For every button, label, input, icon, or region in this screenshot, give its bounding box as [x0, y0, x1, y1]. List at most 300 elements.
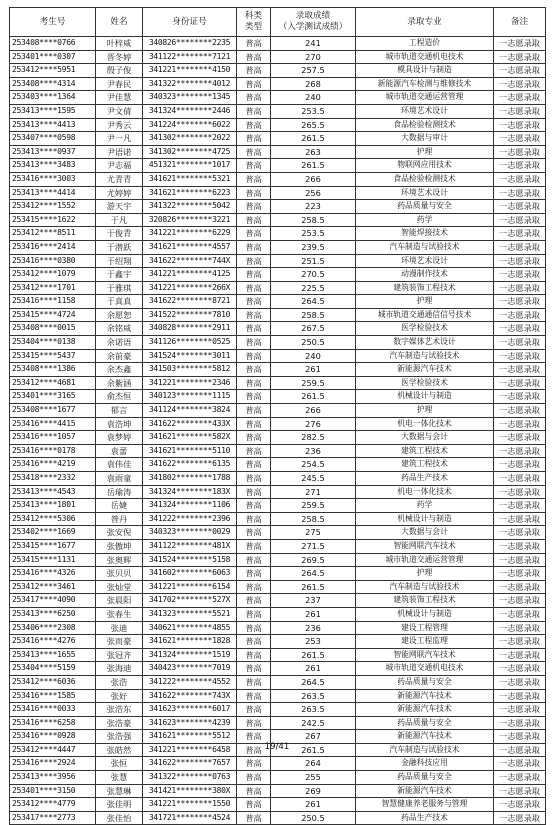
header-card: 身份证号	[143, 8, 237, 37]
cell-card: 341421********380X	[143, 784, 237, 798]
cell-major: 新能源汽车技术	[356, 363, 494, 377]
cell-type: 普高	[237, 743, 271, 757]
cell-major: 建设工程监理	[356, 635, 494, 649]
cell-major: 建筑装饰工程技术	[356, 594, 494, 608]
cell-card: 341324********1106	[143, 499, 237, 513]
table-row	[10, 104, 546, 118]
cell-id: 253412****4447	[10, 743, 96, 757]
cell-score: 253.5	[271, 227, 356, 241]
cell-card: 341224********6022	[143, 118, 237, 132]
cell-major: 大数据与会计	[356, 526, 494, 540]
cell-name: 袁伟佳	[96, 458, 143, 472]
cell-type: 普高	[237, 580, 271, 594]
cell-major: 模具设计与制造	[356, 64, 494, 78]
cell-id: 253416****2924	[10, 757, 96, 771]
cell-type: 普高	[237, 186, 271, 200]
cell-card: 341222********4552	[143, 675, 237, 689]
cell-type: 普高	[237, 675, 271, 689]
cell-type: 普高	[237, 567, 271, 581]
cell-name: 张恒	[96, 757, 143, 771]
cell-score: 261.5	[271, 580, 356, 594]
cell-note: 一志愿录取	[494, 757, 546, 771]
table-row	[10, 757, 546, 771]
cell-type: 普高	[237, 390, 271, 404]
cell-id: 253412****5951	[10, 64, 96, 78]
cell-type: 普高	[237, 132, 271, 146]
cell-id: 253416****3003	[10, 172, 96, 186]
cell-name: 余紫涵	[96, 376, 143, 390]
cell-card: 341122********481X	[143, 539, 237, 553]
cell-name: 于绍翔	[96, 254, 143, 268]
cell-id: 253413****3956	[10, 771, 96, 785]
header-note: 备注	[494, 8, 546, 37]
cell-note: 一志愿录取	[494, 91, 546, 105]
cell-score: 261	[271, 798, 356, 812]
cell-type: 普高	[237, 703, 271, 717]
cell-score: 265.5	[271, 118, 356, 132]
cell-id: 253401****0307	[10, 50, 96, 64]
cell-major: 城市轨道交通机电技术	[356, 662, 494, 676]
cell-id: 253416****1057	[10, 431, 96, 445]
cell-card: 451321********1017	[143, 159, 237, 173]
cell-card: 341702********527X	[143, 594, 237, 608]
table-row	[10, 621, 546, 635]
cell-score: 261.5	[271, 743, 356, 757]
cell-note: 一志愿录取	[494, 50, 546, 64]
cell-type: 普高	[237, 91, 271, 105]
cell-note: 一志愿录取	[494, 281, 546, 295]
cell-major: 汽车制造与试验技术	[356, 743, 494, 757]
table-row	[10, 553, 546, 567]
cell-type: 普高	[237, 349, 271, 363]
cell-note: 一志愿录取	[494, 784, 546, 798]
cell-type: 普高	[237, 539, 271, 553]
cell-note: 一志愿录取	[494, 227, 546, 241]
cell-name: 尹志福	[96, 159, 143, 173]
cell-name: 张浩东	[96, 703, 143, 717]
cell-card: 341221********2346	[143, 376, 237, 390]
cell-major: 药品质量与安全	[356, 771, 494, 785]
cell-note: 一志愿录取	[494, 594, 546, 608]
cell-note: 一志愿录取	[494, 444, 546, 458]
cell-type: 普高	[237, 322, 271, 336]
cell-major: 药品质量与安全	[356, 716, 494, 730]
cell-id: 253408****0015	[10, 322, 96, 336]
cell-card: 341322********4012	[143, 77, 237, 91]
cell-major: 药品生产技术	[356, 811, 494, 825]
cell-major: 智能网联汽车技术	[356, 648, 494, 662]
cell-name: 张好	[96, 689, 143, 703]
table-row	[10, 485, 546, 499]
cell-type: 普高	[237, 295, 271, 309]
cell-note: 一志愿录取	[494, 295, 546, 309]
cell-card: 341622********7657	[143, 757, 237, 771]
cell-name: 岳婕	[96, 499, 143, 513]
cell-major: 智能网联汽车技术	[356, 539, 494, 553]
cell-major: 机械设计与制造	[356, 512, 494, 526]
cell-name: 张晨阳	[96, 594, 143, 608]
cell-name: 张慧琳	[96, 784, 143, 798]
admission-table	[9, 7, 546, 825]
cell-note: 一志愿录取	[494, 132, 546, 146]
cell-note: 一志愿录取	[494, 458, 546, 472]
table-row	[10, 240, 546, 254]
cell-note: 一志愿录取	[494, 703, 546, 717]
cell-name: 张慧	[96, 771, 143, 785]
header-major: 录取专业	[356, 8, 494, 37]
cell-id: 253412****1701	[10, 281, 96, 295]
cell-score: 255	[271, 771, 356, 785]
table-row	[10, 186, 546, 200]
table-row	[10, 526, 546, 540]
table-row	[10, 254, 546, 268]
cell-score: 276	[271, 417, 356, 431]
cell-note: 一志愿录取	[494, 417, 546, 431]
cell-score: 250.5	[271, 811, 356, 825]
cell-score: 261	[271, 607, 356, 621]
cell-note: 一志愿录取	[494, 431, 546, 445]
table-row	[10, 404, 546, 418]
cell-name: 张冠齐	[96, 648, 143, 662]
cell-note: 一志愿录取	[494, 689, 546, 703]
cell-id: 253416****4415	[10, 417, 96, 431]
cell-card: 341221********6458	[143, 743, 237, 757]
cell-major: 建筑装饰工程技术	[356, 281, 494, 295]
cell-type: 普高	[237, 635, 271, 649]
table-row	[10, 91, 546, 105]
table-row	[10, 784, 546, 798]
cell-type: 普高	[237, 526, 271, 540]
cell-id: 253416****0033	[10, 703, 96, 717]
cell-card: 320826********3221	[143, 213, 237, 227]
cell-id: 253412****1552	[10, 200, 96, 214]
cell-score: 257.5	[271, 64, 356, 78]
cell-id: 253412****4779	[10, 798, 96, 812]
cell-id: 253408****0766	[10, 37, 96, 51]
cell-score: 239.5	[271, 240, 356, 254]
cell-name: 于鑫宇	[96, 268, 143, 282]
cell-note: 一志愿录取	[494, 159, 546, 173]
cell-note: 一志愿录取	[494, 308, 546, 322]
cell-id: 253415****4724	[10, 308, 96, 322]
cell-id: 253417****2773	[10, 811, 96, 825]
cell-card: 341124********3824	[143, 404, 237, 418]
cell-type: 普高	[237, 336, 271, 350]
cell-name: 尹秀云	[96, 118, 143, 132]
cell-score: 261.5	[271, 159, 356, 173]
cell-id: 253412****3461	[10, 580, 96, 594]
table-row	[10, 512, 546, 526]
cell-type: 普高	[237, 104, 271, 118]
cell-major: 大数据与审计	[356, 132, 494, 146]
cell-type: 普高	[237, 757, 271, 771]
table-row	[10, 77, 546, 91]
cell-score: 269.5	[271, 553, 356, 567]
cell-card: 341322********0763	[143, 771, 237, 785]
cell-card: 341221********6154	[143, 580, 237, 594]
cell-card: 341302********4725	[143, 145, 237, 159]
cell-type: 普高	[237, 213, 271, 227]
cell-note: 一志愿录取	[494, 104, 546, 118]
cell-id: 253407****0598	[10, 132, 96, 146]
cell-major: 汽车制造与试验技术	[356, 240, 494, 254]
cell-note: 一志愿录取	[494, 485, 546, 499]
table-row	[10, 580, 546, 594]
cell-card: 341621********5110	[143, 444, 237, 458]
cell-id: 253413****1655	[10, 648, 96, 662]
cell-major: 环境艺术设计	[356, 104, 494, 118]
cell-card: 341602********6063	[143, 567, 237, 581]
cell-major: 新能源汽车技术	[356, 784, 494, 798]
cell-score: 259.5	[271, 499, 356, 513]
cell-name: 余前豪	[96, 349, 143, 363]
cell-note: 一志愿录取	[494, 172, 546, 186]
cell-score: 258.5	[271, 213, 356, 227]
cell-id: 253416****2414	[10, 240, 96, 254]
cell-id: 253413****4413	[10, 118, 96, 132]
cell-id: 253401****3150	[10, 784, 96, 798]
cell-score: 241	[271, 37, 356, 51]
table-row	[10, 594, 546, 608]
admission-table-sheet	[9, 7, 546, 825]
table-row	[10, 390, 546, 404]
cell-type: 普高	[237, 798, 271, 812]
cell-note: 一志愿录取	[494, 526, 546, 540]
table-header-row	[10, 8, 546, 37]
cell-type: 普高	[237, 404, 271, 418]
table-row	[10, 376, 546, 390]
cell-name: 尤青青	[96, 172, 143, 186]
table-row	[10, 472, 546, 486]
table-row	[10, 281, 546, 295]
cell-card: 341122********7121	[143, 50, 237, 64]
cell-major: 机械设计与制造	[356, 390, 494, 404]
cell-major: 食品检验检测技术	[356, 118, 494, 132]
cell-score: 240	[271, 91, 356, 105]
cell-name: 于雅琪	[96, 281, 143, 295]
cell-score: 263.5	[271, 689, 356, 703]
cell-major: 护理	[356, 404, 494, 418]
cell-major: 物联网应用技术	[356, 159, 494, 173]
table-row	[10, 37, 546, 51]
cell-id: 253408****1677	[10, 404, 96, 418]
cell-name: 张海迪	[96, 662, 143, 676]
cell-card: 341721********4524	[143, 811, 237, 825]
cell-id: 253415****1677	[10, 539, 96, 553]
cell-score: 266	[271, 172, 356, 186]
cell-name: 张奥辉	[96, 553, 143, 567]
cell-major: 汽车制造与试验技术	[356, 580, 494, 594]
cell-card: 341621********4557	[143, 240, 237, 254]
cell-id: 253413****6250	[10, 607, 96, 621]
cell-id: 253415****5437	[10, 349, 96, 363]
header-type-line1: 科类	[244, 11, 263, 21]
cell-id: 253412****4681	[10, 376, 96, 390]
cell-major: 工程造价	[356, 37, 494, 51]
cell-note: 一志愿录取	[494, 472, 546, 486]
cell-id: 253416****0178	[10, 444, 96, 458]
cell-major: 药品质量与安全	[356, 675, 494, 689]
cell-name: 尹文倩	[96, 104, 143, 118]
cell-name: 张皓然	[96, 743, 143, 757]
cell-note: 一志愿录取	[494, 539, 546, 553]
table-row	[10, 417, 546, 431]
cell-id: 253408****4314	[10, 77, 96, 91]
cell-score: 275	[271, 526, 356, 540]
cell-type: 普高	[237, 240, 271, 254]
table-row	[10, 703, 546, 717]
cell-name: 袁浩坤	[96, 417, 143, 431]
cell-id: 253413****3483	[10, 159, 96, 173]
cell-card: 341623********4239	[143, 716, 237, 730]
table-row	[10, 118, 546, 132]
cell-note: 一志愿录取	[494, 349, 546, 363]
cell-type: 普高	[237, 771, 271, 785]
cell-name: 张灿堂	[96, 580, 143, 594]
cell-score: 242.5	[271, 716, 356, 730]
cell-note: 一志愿录取	[494, 363, 546, 377]
cell-card: 340828********2911	[143, 322, 237, 336]
cell-note: 一志愿录取	[494, 390, 546, 404]
cell-id: 253413****1595	[10, 104, 96, 118]
cell-id: 253416****6258	[10, 716, 96, 730]
cell-score: 269	[271, 784, 356, 798]
cell-id: 253412****5306	[10, 512, 96, 526]
cell-type: 普高	[237, 512, 271, 526]
cell-note: 一志愿录取	[494, 254, 546, 268]
table-row	[10, 363, 546, 377]
cell-score: 254.5	[271, 458, 356, 472]
table-row	[10, 499, 546, 513]
table-row	[10, 268, 546, 282]
cell-type: 普高	[237, 648, 271, 662]
cell-id: 253412****1079	[10, 268, 96, 282]
table-row	[10, 798, 546, 812]
cell-score: 261	[271, 662, 356, 676]
table-row	[10, 771, 546, 785]
cell-score: 264.5	[271, 675, 356, 689]
cell-score: 251.5	[271, 254, 356, 268]
cell-note: 一志愿录取	[494, 200, 546, 214]
cell-type: 普高	[237, 254, 271, 268]
cell-note: 一志愿录取	[494, 635, 546, 649]
cell-note: 一志愿录取	[494, 213, 546, 227]
cell-id: 253404****0138	[10, 336, 96, 350]
cell-card: 341324********1519	[143, 648, 237, 662]
cell-score: 253	[271, 635, 356, 649]
cell-name: 晋冬婷	[96, 50, 143, 64]
cell-card: 341323********5521	[143, 607, 237, 621]
cell-note: 一志愿录取	[494, 118, 546, 132]
cell-card: 341621********5512	[143, 730, 237, 744]
cell-type: 普高	[237, 363, 271, 377]
table-row	[10, 716, 546, 730]
cell-major: 护理	[356, 567, 494, 581]
cell-id: 253416****0380	[10, 254, 96, 268]
cell-id: 253416****4276	[10, 635, 96, 649]
cell-card: 341622********744X	[143, 254, 237, 268]
table-row	[10, 811, 546, 825]
cell-note: 一志愿录取	[494, 376, 546, 390]
cell-id: 253406****2308	[10, 621, 96, 635]
cell-id: 253413****1801	[10, 499, 96, 513]
cell-type: 普高	[237, 281, 271, 295]
cell-name: 叶梓威	[96, 37, 143, 51]
cell-major: 汽车制造与试验技术	[356, 349, 494, 363]
cell-card: 341524********5158	[143, 553, 237, 567]
table-row	[10, 349, 546, 363]
cell-type: 普高	[237, 621, 271, 635]
table-row	[10, 607, 546, 621]
table-row	[10, 539, 546, 553]
cell-major: 智能焊接技术	[356, 227, 494, 241]
cell-score: 236	[271, 444, 356, 458]
cell-name: 殷子俊	[96, 64, 143, 78]
cell-card: 341221********4125	[143, 268, 237, 282]
cell-name: 张安倪	[96, 526, 143, 540]
cell-note: 一志愿录取	[494, 77, 546, 91]
cell-name: 郁言	[96, 404, 143, 418]
cell-name: 张傲坤	[96, 539, 143, 553]
table-row	[10, 336, 546, 350]
cell-id: 253416****4326	[10, 567, 96, 581]
cell-name: 于潜跃	[96, 240, 143, 254]
cell-type: 普高	[237, 417, 271, 431]
cell-type: 普高	[237, 37, 271, 51]
cell-name: 张佳明	[96, 798, 143, 812]
cell-name: 余铭威	[96, 322, 143, 336]
cell-major: 数字媒体艺术设计	[356, 336, 494, 350]
cell-card: 341322********5042	[143, 200, 237, 214]
cell-score: 271.5	[271, 539, 356, 553]
table-row	[10, 444, 546, 458]
cell-major: 医学检验技术	[356, 322, 494, 336]
cell-id: 253408****1386	[10, 363, 96, 377]
header-score-line2: （入学测试成绩）	[278, 22, 348, 32]
cell-name: 尹语诺	[96, 145, 143, 159]
table-row	[10, 567, 546, 581]
cell-note: 一志愿录取	[494, 186, 546, 200]
cell-card: 340123********1115	[143, 390, 237, 404]
cell-card: 340323********0029	[143, 526, 237, 540]
cell-card: 341522********7810	[143, 308, 237, 322]
cell-note: 一志愿录取	[494, 145, 546, 159]
cell-card: 340323********1345	[143, 91, 237, 105]
cell-id: 253416****4219	[10, 458, 96, 472]
table-row	[10, 50, 546, 64]
cell-type: 普高	[237, 811, 271, 825]
cell-name: 张贝贝	[96, 567, 143, 581]
table-body	[10, 37, 546, 825]
table-row	[10, 200, 546, 214]
cell-id: 253401****3165	[10, 390, 96, 404]
cell-major: 建筑工程技术	[356, 444, 494, 458]
cell-note: 一志愿录取	[494, 322, 546, 336]
cell-card: 341126********0525	[143, 336, 237, 350]
cell-score: 258.5	[271, 512, 356, 526]
cell-score: 256	[271, 186, 356, 200]
table-row	[10, 431, 546, 445]
cell-major: 环境艺术设计	[356, 254, 494, 268]
cell-note: 一志愿录取	[494, 811, 546, 825]
header-id: 考生号	[10, 8, 96, 37]
cell-score: 271	[271, 485, 356, 499]
cell-id: 253413****4543	[10, 485, 96, 499]
header-score-line1: 录取成绩	[295, 11, 331, 21]
cell-name: 袁蕾	[96, 444, 143, 458]
cell-score: 253.5	[271, 104, 356, 118]
table-row	[10, 64, 546, 78]
